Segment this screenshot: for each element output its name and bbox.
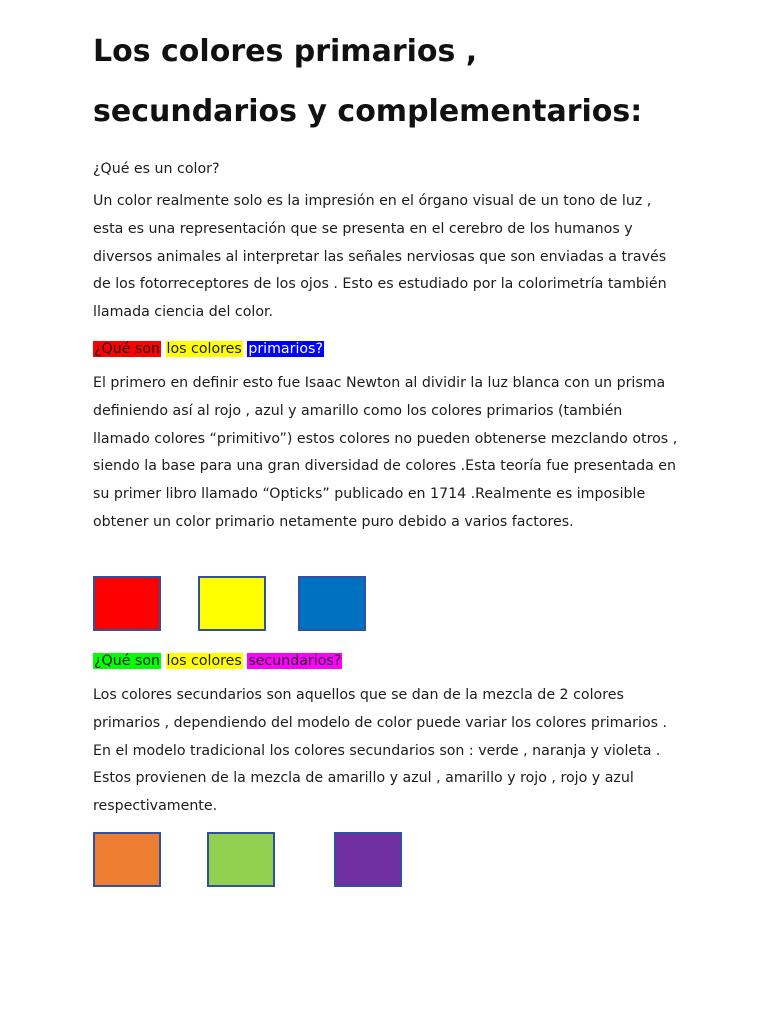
primary-paragraph: El primero en definir esto fue Isaac Newton al dividir la luz blanca con un prisma definiendo así al rojo , azul y amarillo como los colores primarios (también llamado colores “primitivo”) estos colores no pueden obtenerse mezclando otros , siendo la base para una gran diversidad de colores .Esta teoría fue presentada en su primer libro llamado “Opticks” publicado en 1714 .Realmente es imposible obtener un color primario netamente puro debido a varios factores.: [93, 375, 678, 530]
primary-question: [93, 339, 324, 359]
primary-question-part-3: primarios?: [248, 341, 323, 357]
primary-swatch-blue: [298, 576, 366, 631]
primary-swatch-red: [93, 576, 161, 631]
title-line-2: secundarios y complementarios:: [93, 94, 643, 129]
intro-paragraph: Un color realmente solo es la impresión en el órgano visual de un tono de luz , esta es una representación que se presenta en el cerebro de los humanos y diversos animales al interpretar las señales nerviosas que son enviadas a través de los fotorreceptores de los ojos . Esto es estudiado por la colorimetría también llamada ciencia del color.: [93, 193, 667, 321]
primary-question-part-1: ¿Qué son: [94, 341, 160, 357]
primary-swatch-yellow: [198, 576, 266, 631]
secondary-question-part-3: secundarios?: [248, 653, 342, 669]
secondary-swatch-orange: [93, 832, 161, 887]
secondary-question-part-2: los colores: [166, 653, 242, 669]
secondary-swatch-green: [207, 832, 275, 887]
title-line-1: Los colores primarios ,: [93, 34, 478, 69]
primary-question-part-2: los colores: [166, 341, 242, 357]
intro-question: ¿Qué es un color?: [93, 161, 220, 177]
secondary-question-part-1: ¿Qué son: [94, 653, 160, 669]
secondary-paragraph: Los colores secundarios son aquellos que se dan de la mezcla de 2 colores primarios , dependiendo del modelo de color puede variar los colores primarios . En el modelo tradicional los colores secundarios son : verde , naranja y violeta . Estos provienen de la mezcla de amarillo y azul , amarillo y rojo , rojo y azul respectivamente.: [93, 687, 668, 815]
secondary-swatch-violet: [334, 832, 402, 887]
secondary-question: [93, 651, 342, 671]
